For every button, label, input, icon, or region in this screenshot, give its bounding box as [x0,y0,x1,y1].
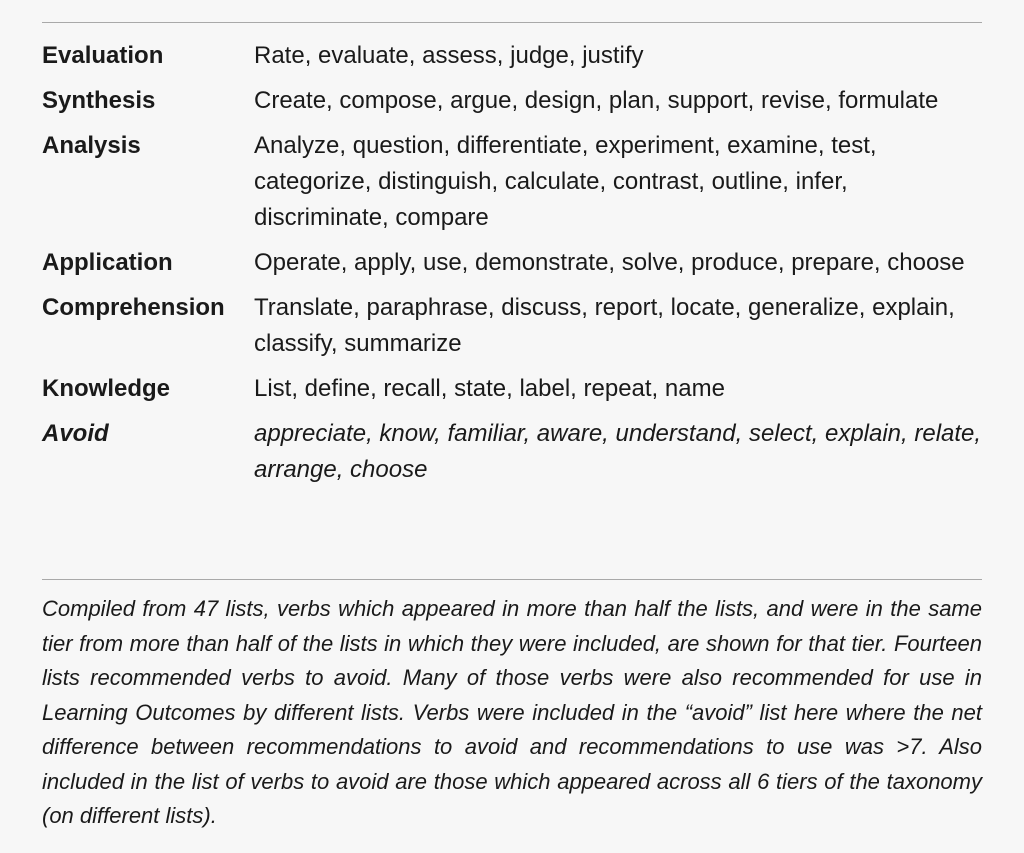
tier-label: Comprehension [42,294,225,321]
verb-tier-table [42,38,982,497]
tier-verbs: Operate, apply, use, demonstrate, solve, produce, prepare, choose [254,249,965,276]
table-row [42,128,982,245]
table-row [42,245,982,290]
tier-label: Application [42,249,173,276]
tier-label: Avoid [42,420,109,447]
tier-verbs: Analyze, question, differentiate, experiment, examine, test, categorize, distinguish, calculate, contrast, outline, infer, discriminate, compare [254,132,877,231]
tier-label: Evaluation [42,42,164,69]
footnote-rule [42,579,982,580]
tier-verbs: Translate, paraphrase, discuss, report, locate, generalize, explain, classify, summarize [254,294,955,357]
tier-label: Synthesis [42,87,156,114]
top-rule [42,22,982,23]
table-row [42,371,982,416]
tier-label: Analysis [42,132,141,159]
tier-verbs: List, define, recall, state, label, repeat, name [254,375,725,402]
tier-label: Knowledge [42,375,171,402]
table-row [42,290,982,371]
tier-verbs: Rate, evaluate, assess, judge, justify [254,42,644,69]
table-row-avoid [42,416,982,497]
table-row [42,38,982,83]
tier-verbs: Create, compose, argue, design, plan, support, revise, formulate [254,87,939,114]
table-row [42,83,982,128]
tier-verbs: appreciate, know, familiar, aware, understand, select, explain, relate, arrange, choose [254,420,982,483]
table-footnote: Compiled from 47 lists, verbs which appeared in more than half the lists, and were in the same tier from more than half of the lists in which they were included, are shown for that tier. Fourteen lists recommended verbs to avoid. Many of those verbs were also recommended for use in Learning Outcomes by different lists. Verbs were included in the “avoid” list here where the net difference between recommendations to avoid and recommendations to use was >7. Also included in the list of verbs to avoid are those which appeared across all 6 tiers of the taxonomy (on different lists). [42,596,982,828]
